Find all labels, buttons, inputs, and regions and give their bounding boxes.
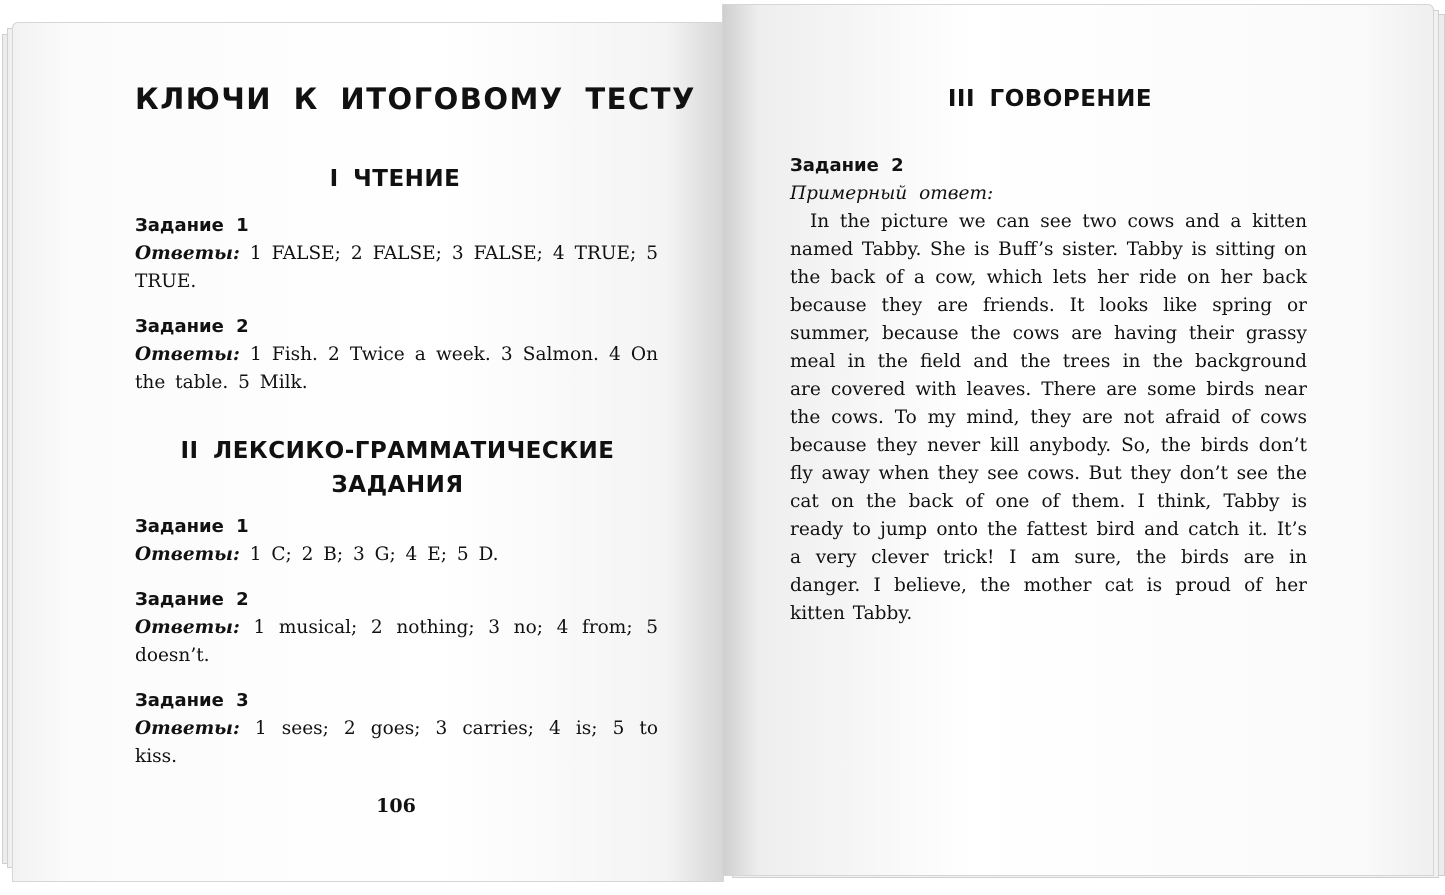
section-heading-line: ЗАДАНИЯ — [331, 472, 464, 498]
task-answers — [135, 541, 658, 569]
answers-label: Ответы: — [135, 617, 240, 638]
answers-text: 1 musical; 2 nothing; 3 no; 4 from; 5 doesn’t. — [135, 617, 658, 666]
task-answers — [135, 715, 658, 771]
task-block — [135, 212, 658, 296]
answers-label: Ответы: — [135, 344, 240, 365]
task-label: Задание 1 — [135, 215, 249, 236]
page-title: КЛЮЧИ К ИТОГОВОМУ ТЕСТУ — [135, 82, 696, 116]
task-answers — [135, 614, 658, 670]
task-label: Задание 2 — [135, 316, 249, 337]
task-answers — [135, 240, 658, 296]
section-heading-reading: I ЧТЕНИЕ — [329, 166, 461, 192]
answers-label: Ответы: — [135, 544, 240, 565]
section-heading-lexico-grammar — [140, 434, 655, 502]
task-label: Задание 2 — [790, 155, 904, 176]
task-label: Задание 1 — [135, 516, 249, 537]
task-answers — [135, 341, 658, 397]
answers-text: 1 C; 2 B; 3 G; 4 E; 5 D. — [249, 544, 499, 565]
task-block — [135, 687, 658, 771]
answers-label: Ответы: — [135, 243, 240, 264]
sample-answer-heading: Примерный ответ: — [790, 183, 994, 204]
task-block — [135, 586, 658, 670]
task-label: Задание 3 — [135, 690, 249, 711]
answers-text: 1 sees; 2 goes; 3 carries; 4 is; 5 to kiss. — [135, 718, 659, 767]
section-heading-speaking: III ГОВОРЕНИЕ — [947, 86, 1153, 112]
task-block — [135, 313, 658, 397]
task-label: Задание 2 — [135, 589, 249, 610]
page-number: 106 — [376, 795, 416, 817]
answers-text: 1 Fish. 2 Twice a week. 3 Salmon. 4 On the table. 5 Milk. — [135, 344, 658, 393]
task-block — [135, 513, 658, 569]
section-heading-line: II ЛЕКСИКО-ГРАММАТИЧЕСКИЕ — [180, 438, 615, 464]
sample-answer-text: In the picture we can see two cows and a kitten named Tabby. She is Buff’s sister. Tabby is sitting on the back of a cow, which lets her ride on her back because they are friends. It looks like spring or summer, because the cows are having their grassy meal in the field and the trees in the background are covered with leaves. There are some birds near the cows. To my mind, they are not afraid of cows because they never kill anybody. So, the birds don’t fly away when they see cows. But they don’t see the cat on the back of one of them. I think, Tabby is ready to jump onto the fattest bird and catch it. It’s a very clever trick! I am sure, the birds are in danger. I believe, the mother cat is proud of her kitten Tabby. — [790, 211, 1307, 624]
answers-text: 1 FALSE; 2 FALSE; 3 FALSE; 4 TRUE; 5 TRUE. — [135, 243, 658, 292]
answers-label: Ответы: — [135, 718, 240, 739]
